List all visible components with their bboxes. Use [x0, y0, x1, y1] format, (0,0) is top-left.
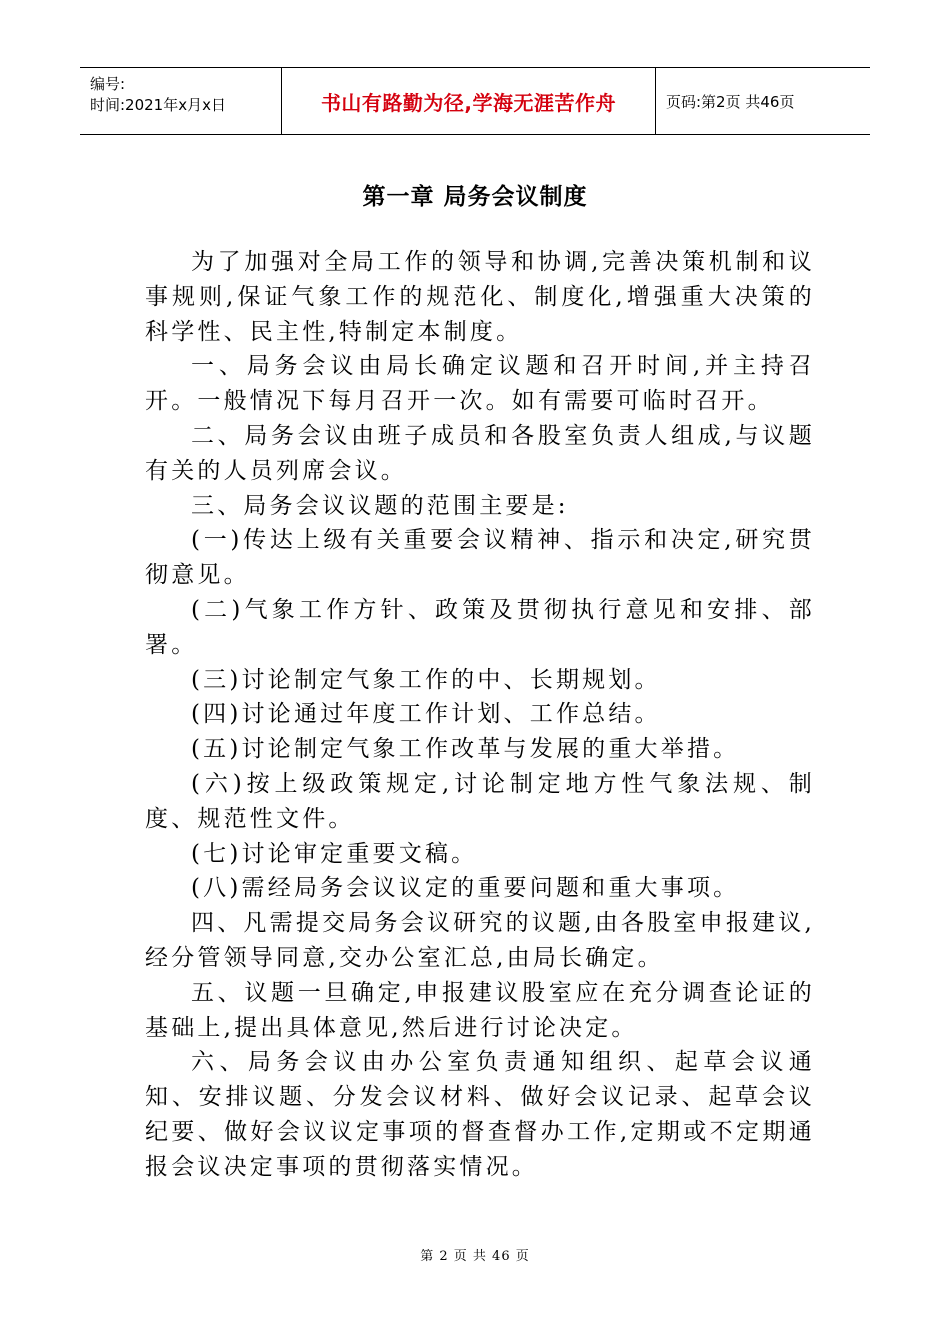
intro-paragraph: 为了加强对全局工作的领导和协调,完善决策机制和议事规则,保证气象工作的规范化、制度化,增强重大决策的科学性、民主性,特制定本制度。 — [145, 249, 815, 345]
article-3-item-6: (六)按上级政策规定,讨论制定地方性气象法规、制度、规范性文件。 — [145, 770, 815, 832]
article-3-item-5: (五)讨论制定气象工作改革与发展的重大举措。 — [191, 736, 740, 763]
header-motto: 书山有路勤为径,学海无涯苦作舟 — [281, 68, 656, 134]
article-3-item-7: (七)讨论审定重要文稿。 — [191, 840, 478, 867]
article-4: 四、凡需提交局务会议研究的议题,由各股室申报建议,经分管领导同意,交办公室汇总,由局长确定。 — [145, 910, 815, 971]
page-footer: 第 2 页 共 46 页 — [420, 1249, 530, 1264]
article-6: 六、局务会议由办公室负责通知组织、起草会议通知、安排议题、分发会议材料、做好会议记录、起草会议纪要、做好会议议定事项的督查督办工作,定期或不定期通报会议决定事项的贯彻落实情况。 — [145, 1049, 815, 1180]
article-3-item-8: (八)需经局务会议议定的重要问题和重大事项。 — [191, 875, 740, 902]
article-3-item-2: (二)气象工作方针、政策及贯彻执行意见和安排、部署。 — [145, 596, 815, 658]
page-header — [80, 67, 870, 135]
article-3: 三、局务会议议题的范围主要是: — [191, 492, 569, 519]
document-number-label: 编号: — [90, 75, 126, 93]
document-date: 时间:2021年x月x日 — [90, 96, 226, 114]
chapter-title: 第一章 局务会议制度 — [362, 184, 588, 210]
article-3-item-1: (一)传达上级有关重要会议精神、指示和决定,研究贯彻意见。 — [145, 527, 815, 589]
header-page-info: 页码:第2页 共46页 — [666, 92, 795, 111]
article-5: 五、议题一旦确定,申报建议股室应在充分调查论证的基础上,提出具体意见,然后进行讨论决定。 — [145, 979, 815, 1041]
article-3-item-3: (三)讨论制定气象工作的中、长期规划。 — [191, 666, 661, 693]
document-body — [145, 245, 815, 1185]
article-1: 一、局务会议由局长确定议题和召开时间,并主持召开。一般情况下每月召开一次。如有需要可临时召开。 — [145, 353, 815, 415]
article-3-item-4: (四)讨论通过年度工作计划、工作总结。 — [191, 701, 661, 728]
article-2: 二、局务会议由班子成员和各股室负责人组成,与议题有关的人员列席会议。 — [145, 422, 815, 484]
header-meta — [80, 68, 281, 134]
